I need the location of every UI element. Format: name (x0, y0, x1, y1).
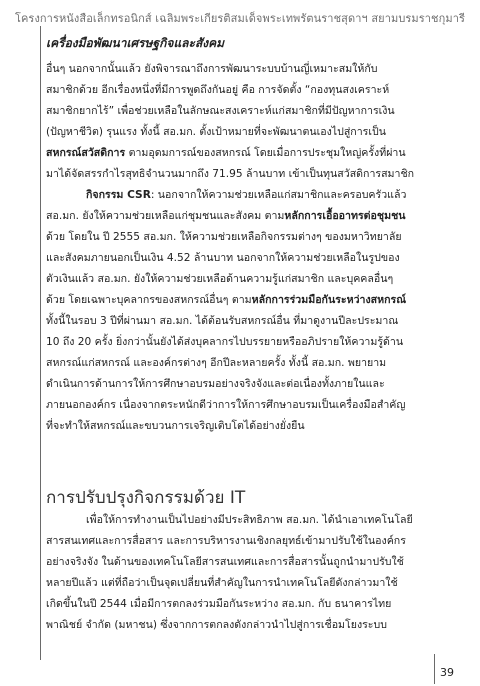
bold-term: กิจกรรม CSR (86, 189, 151, 201)
text-line: สมาชิกยากไร้” เพื่อช่วยเหลือในลักษณะสงเคราะห์แก่สมาชิกที่มีปัญหาการเงิน (46, 105, 395, 117)
text-line: สหกรณ์แก่สหกรณ์ และองค์กรต่างๆ อีกปีละหลายครั้ง ทั้งนี้ สอ.มก. พยายาม (46, 357, 387, 369)
paragraph-3 (46, 510, 466, 636)
margin-rule (40, 26, 41, 660)
paragraph-2 (46, 185, 466, 437)
text-line: ทั้งนี้ในรอบ 3 ปีที่ผ่านมา สอ.มก. ได้ต้อนรับสหกรณ์อื่น ที่มาดูงานปีละประมาณ (46, 315, 399, 327)
text-line: เพื่อให้การทำงานเป็นไปอย่างมีประสิทธิภาพ สอ.มก. ได้นำเอาเทคโนโลยี (86, 514, 413, 526)
page-number-rule (434, 654, 435, 684)
text-line (46, 185, 466, 206)
text-line: ด้วย โดยใน ปี 2555 สอ.มก. ให้ความช่วยเหลือกิจกรรมต่างๆ ของมหาวิทยาลัย (46, 231, 402, 243)
text-run: ตามอุดมการณ์ของสหกรณ์ โดยเมื่อการประชุมใหญ่ครั้งที่ผ่าน (125, 147, 406, 159)
text-line (46, 206, 466, 227)
text-run: ด้วย โดยเฉพาะบุคลากรของสหกรณ์อื่นๆ ตาม (46, 294, 252, 306)
page-number: 39 (440, 666, 454, 679)
text-line: อย่างจริงจัง ในด้านของเทคโนโลยีสารสนเทศและการสื่อสารนั้นถูกนำมาปรับใช้ (46, 556, 404, 568)
text-line: (ปัญหาชีวิต) รุนแรง ทั้งนี้ สอ.มก. ตั้งเป้าหมายที่จะพัฒนาตนเองไปสู่การเป็น (46, 126, 386, 138)
bold-term: หลักการร่วมมือกันระหว่างสหกรณ์ (251, 294, 407, 306)
text-run: : นอกจากให้ความช่วยเหลือแก่สมาชิกและครอบครัวแล้ว (150, 189, 407, 201)
text-line: มาได้จัดสรรกำไรสุทธิจำนวนมากถึง 71.95 ล้านบาท เข้าเป็นทุนสวัสดิการสมาชิก (46, 168, 415, 180)
text-line: ที่จะทำให้สหกรณ์และขบวนการเจริญเติบโตได้อย่างยั่งยืน (46, 420, 305, 432)
text-line: และสังคมภายนอกเป็นเงิน 4.52 ล้านบาท นอกจากให้ความช่วยเหลือในรูปของ (46, 252, 400, 264)
paragraph-1 (46, 59, 466, 185)
text-line (46, 143, 466, 164)
section-title: เครื่องมือพัฒนาเศรษฐกิจและสังคม (46, 36, 225, 50)
text-line: ภายนอกองค์กร เนื่องจากตระหนักดีว่าการให้การศึกษาอบรมเป็นเครื่องมือสำคัญ (46, 399, 406, 411)
bold-term: สหกรณ์สวัสดิการ (46, 147, 126, 159)
text-line: พาณิชย์ จำกัด (มหาชน) ซึ่งจากการตกลงดังกล่าวนำไปสู่การเชื่อมโยงระบบ (46, 619, 387, 631)
running-header: โครงการหนังสือเล็กทรอนิกส์ เฉลิมพระเกียรติสมเด็จพระเทพรัตนราชสุดาฯ สยามบรมราชกุมารี (14, 12, 466, 25)
text-line: สมาชิกด้วย อีกเรื่องหนึ่งที่มีการพูดถึงกันอยู่ คือ การจัดตั้ง “กองทุนสงเคราะห์ (46, 84, 390, 96)
text-line: ตัวเงินแล้ว สอ.มก. ยังให้ความช่วยเหลือด้านความรู้แก่สมาชิก และบุคคลอื่นๆ (46, 273, 394, 285)
text-line: ดำเนินการด้านการให้การศึกษาอบรมอย่างจริงจังและต่อเนื่องทั้งภายในและ (46, 378, 385, 390)
text-line: สารสนเทศและการสื่อสาร และการบริหารงานเชิงกลยุทธ์เข้ามาปรับใช้ในองค์กร (46, 535, 406, 547)
text-run: สอ.มก. ยังให้ความช่วยเหลือแก่ชุมชนและสังคม ตาม (46, 210, 285, 222)
bold-term: หลักการเอื้ออาทรต่อชุมชน (284, 210, 406, 222)
text-line: 10 ถึง 20 ครั้ง ยิ่งกว่านั้นยังได้ส่งบุคลากรไปบรรยายหรืออภิปรายให้ความรู้ด้าน (46, 336, 404, 348)
text-line: อื่นๆ นอกจากนั้นแล้ว ยังพิจารณาถึงการพัฒนาระบบบ้านญี่เหมาะสมให้กับ (46, 63, 378, 75)
text-line: หลายปีแล้ว แต่ที่ถือว่าเป็นจุดเปลี่ยนที่สำคัญในการนำเทคโนโลยีดังกล่าวมาใช้ (46, 577, 398, 589)
section-heading: การปรับปรุงกิจกรรมด้วย IT (46, 488, 246, 508)
text-line: เกิดขึ้นในปี 2544 เมื่อมีการตกลงร่วมมือกันระหว่าง สอ.มก. กับ ธนาคารไทย (46, 598, 392, 610)
text-line (46, 290, 466, 311)
